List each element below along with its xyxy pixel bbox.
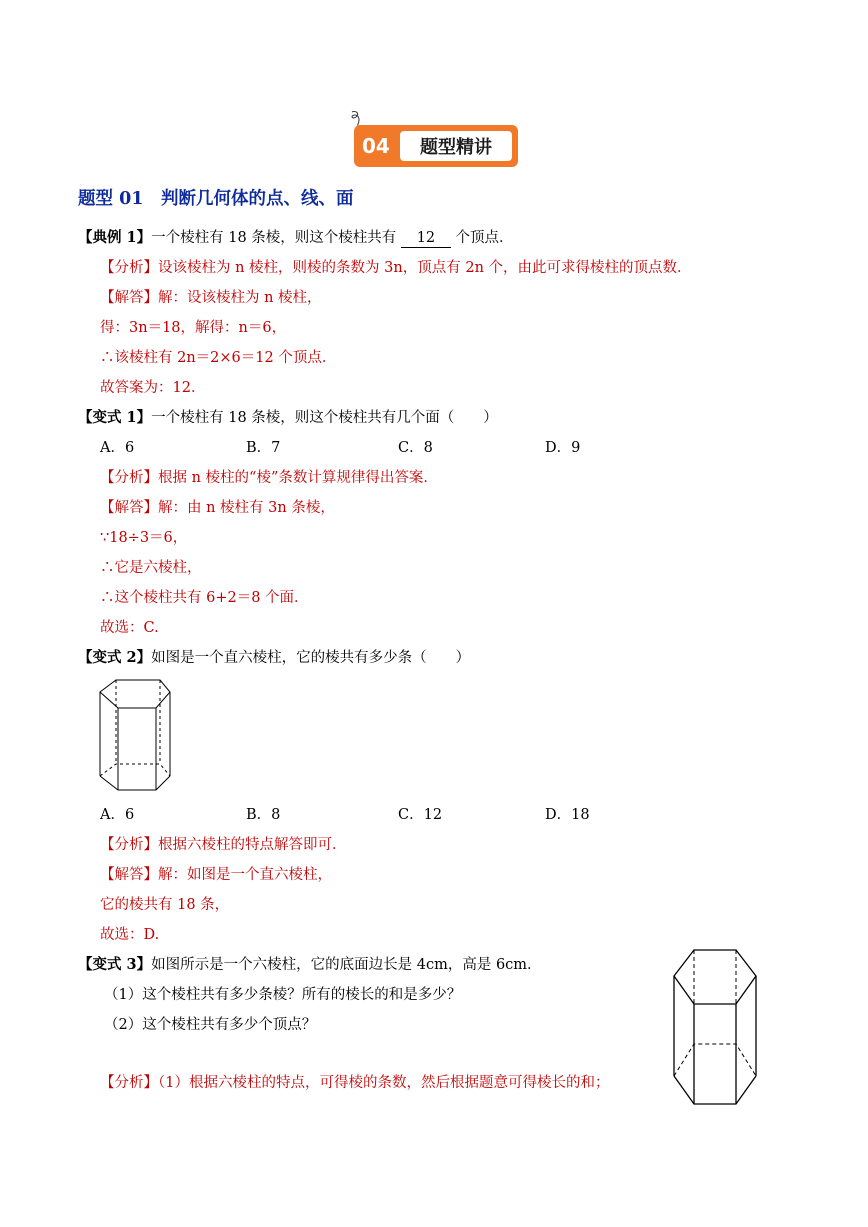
variant1-choices [100, 438, 600, 458]
banner-number: 04 [362, 134, 390, 158]
variant2-analysis-tag: 【分析】 [100, 837, 158, 853]
hexagonal-prism-figure-2 [668, 944, 768, 1112]
variant1-choice-b: B．7 [246, 440, 281, 456]
example1-solution-text: 解：设该棱柱为 n 棱柱， [158, 290, 322, 306]
variant2-choices [100, 805, 600, 825]
variant2-analysis-text: 根据六棱柱的特点解答即可． [158, 837, 347, 853]
example1-line-1: 得：3n＝18，解得：n＝6， [100, 320, 287, 336]
variant2-solution [100, 865, 332, 885]
variant3-sub-2: （2）这个棱柱共有多少个顶点？ [104, 1017, 317, 1033]
example1-analysis [100, 258, 692, 278]
variant1-analysis-text: 根据 n 棱柱的“棱”条数计算规律得出答案． [158, 470, 438, 486]
variant3-tag: 【变式 3】 [78, 956, 152, 973]
example1-tag: 【典例 1】 [78, 229, 152, 246]
variant1-question [78, 408, 498, 428]
section-title: 题型 01 判断几何体的点、线、面 [78, 189, 354, 209]
variant3-question [78, 955, 542, 975]
example1-analysis-tag: 【分析】 [100, 260, 158, 276]
variant2-text: 如图是一个直六棱柱，它的棱共有多少条（ ） [151, 650, 471, 666]
variant2-solution-tag: 【解答】 [100, 867, 158, 883]
example1-text-after: 个顶点． [455, 230, 514, 246]
variant3-analysis-tag: 【分析】 [100, 1075, 158, 1091]
variant1-line-1: ∵18÷3＝6， [100, 530, 188, 546]
variant1-text: 一个棱柱有 18 条棱，则这个棱柱共有几个面（ ） [151, 410, 498, 426]
example1-answer: 12 [401, 229, 451, 248]
example1-question [78, 228, 514, 248]
variant1-solution-text: 解：由 n 棱柱有 3n 条棱， [158, 500, 335, 516]
variant3-sub-1: （1）这个棱柱共有多少条棱？所有的棱长的和是多少？ [104, 987, 462, 1003]
variant1-choice-d: D．9 [545, 440, 581, 456]
variant2-choice-d: D．18 [545, 807, 590, 823]
variant2-choice-a: A．6 [100, 807, 135, 823]
variant1-choice-c: C．8 [398, 440, 433, 456]
variant3-text: 如图所示是一个六棱柱，它的底面边长是 4cm，高是 6cm． [151, 957, 542, 973]
variant3-analysis-text: （1）根据六棱柱的特点，可得棱的条数，然后根据题意可得棱长的和； [158, 1075, 610, 1091]
variant1-solution-tag: 【解答】 [100, 500, 158, 516]
variant1-tag: 【变式 1】 [78, 409, 152, 426]
example1-text-before: 一个棱柱有 18 条棱，则这个棱柱共有 [151, 230, 397, 246]
variant2-choice-c: C．12 [398, 807, 443, 823]
variant3-analysis [100, 1073, 609, 1093]
example1-line-3: 故答案为：12． [100, 380, 206, 396]
example1-analysis-text: 设该棱柱为 n 棱柱，则棱的条数为 3n，顶点有 2n 个，由此可求得棱柱的顶点数． [158, 260, 692, 276]
variant2-line-1: 它的棱共有 18 条， [100, 897, 230, 913]
example1-line-2: ∴该棱柱有 2n＝2×6＝12 个顶点． [100, 350, 337, 366]
variant1-analysis [100, 468, 438, 488]
variant2-tag: 【变式 2】 [78, 649, 152, 666]
variant1-answer-line: 故选：C. [100, 620, 159, 636]
banner-title: 题型精讲 [420, 137, 492, 158]
hexagonal-prism-figure [96, 676, 176, 794]
variant1-line-2: ∴它是六棱柱， [100, 560, 202, 576]
variant2-analysis [100, 835, 347, 855]
example1-solution-tag: 【解答】 [100, 290, 158, 306]
section-banner [354, 125, 518, 167]
example1-solution [100, 288, 322, 308]
banner-title-pill [400, 131, 512, 161]
variant1-analysis-tag: 【分析】 [100, 470, 158, 486]
variant2-solution-text: 解：如图是一个直六棱柱， [158, 867, 332, 883]
variant1-line-3: ∴这个棱柱共有 6+2＝8 个面． [100, 590, 309, 606]
variant2-choice-b: B．8 [246, 807, 281, 823]
variant1-solution [100, 498, 335, 518]
variant1-choice-a: A．6 [100, 440, 135, 456]
variant2-question [78, 648, 470, 668]
variant2-answer-line: 故选：D. [100, 927, 160, 943]
